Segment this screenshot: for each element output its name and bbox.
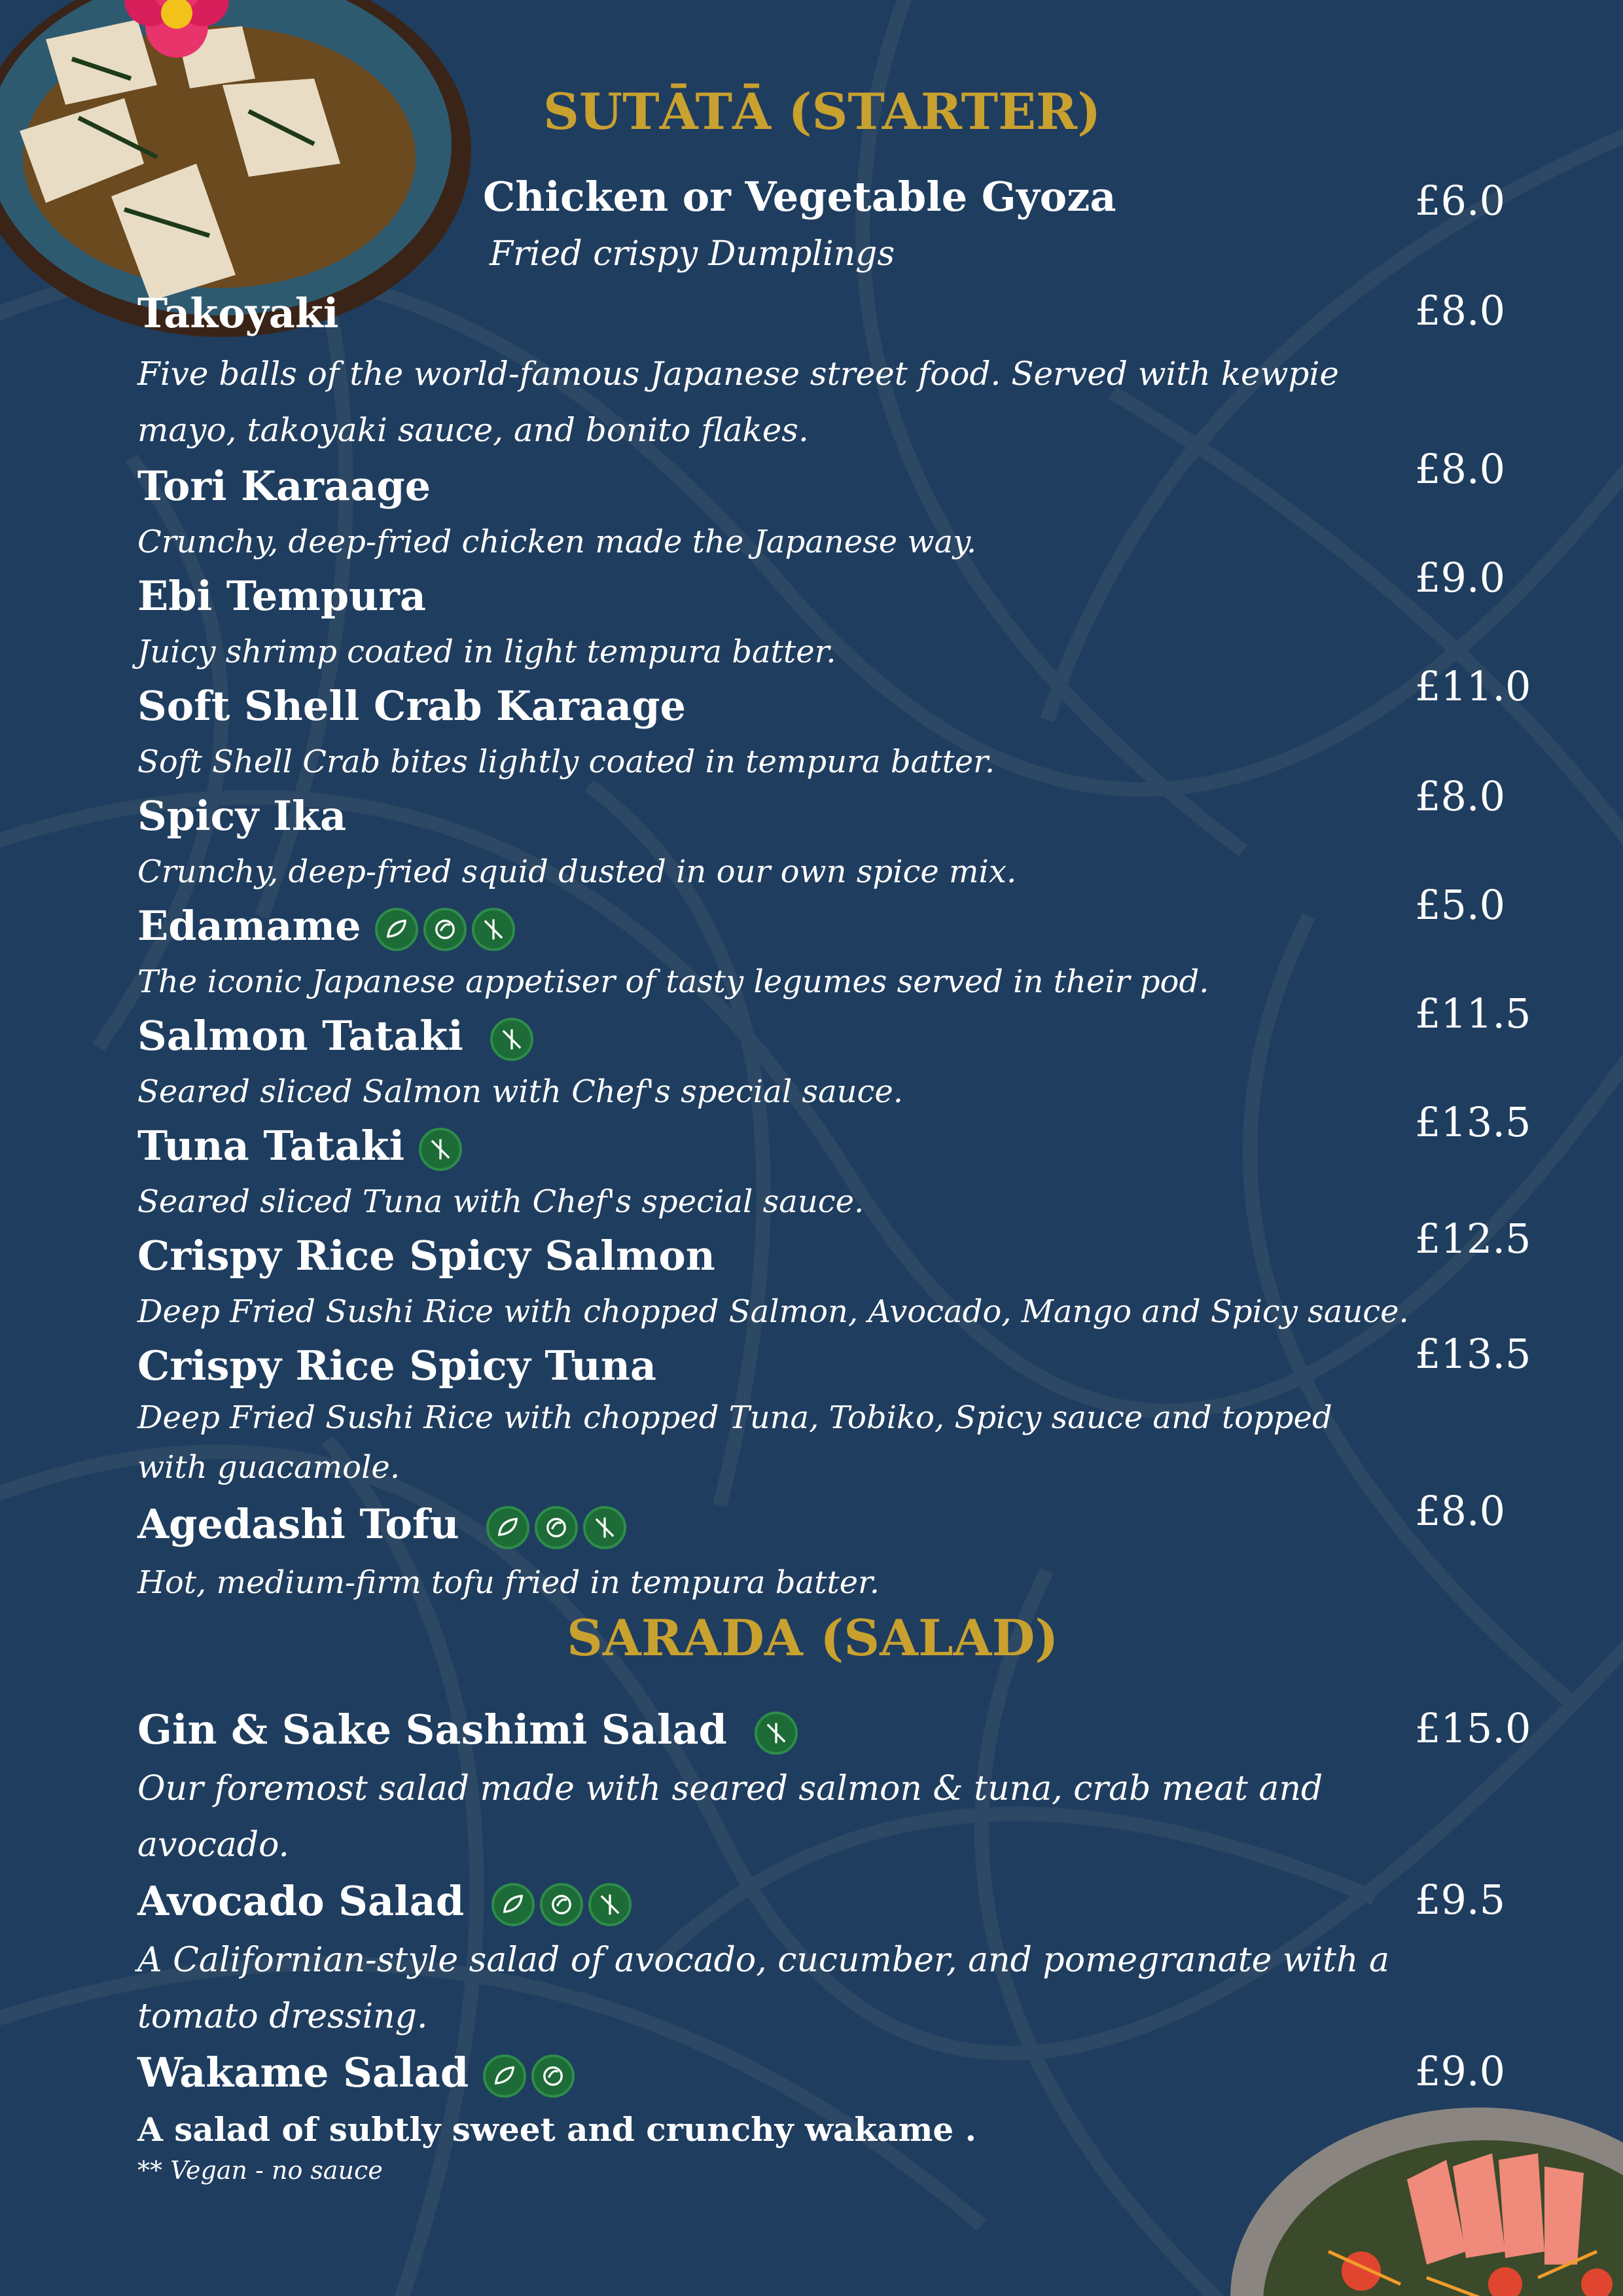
item-price-agedashi-tofu: £8.0	[1415, 1487, 1506, 1535]
gluten-free-icon	[419, 1128, 462, 1171]
item-row-salmon-tataki	[137, 1012, 533, 1061]
item-price-tori-karaage: £8.0	[1415, 445, 1506, 493]
item-price-crispy-rice-tuna: £13.5	[1415, 1330, 1531, 1378]
dietary-badges	[483, 2054, 575, 2098]
dietary-badges	[491, 1883, 632, 1926]
item-desc-salmon-tataki: Seared sliced Salmon with Chef's special sauce.	[137, 1073, 904, 1110]
gluten-free-icon	[490, 1018, 533, 1061]
item-price-gyoza: £6.0	[1415, 177, 1506, 224]
item-name-spicy-ika: Spicy Ika	[137, 792, 347, 840]
item-name-sashimi-salad: Gin & Sake Sashimi Salad	[137, 1706, 727, 1753]
item-desc-tori-karaage: Crunchy, deep-fried chicken made the Japanese way.	[137, 524, 977, 560]
item-row-sashimi-salad	[137, 1706, 798, 1755]
vegan-icon	[375, 908, 418, 951]
item-name-avocado-salad: Avocado Salad	[137, 1877, 465, 1925]
dietary-badges	[419, 1128, 462, 1171]
item-desc-spicy-ika: Crunchy, deep-fried squid dusted in our own spice mix.	[137, 853, 1017, 890]
vegetarian-icon	[535, 1506, 578, 1549]
item-row-wakame-salad	[137, 2049, 575, 2098]
item-desc-sashimi-salad: Our foremost salad made with seared salmon & tuna, crab meat and avocado.	[137, 1769, 1323, 1865]
item-name-ebi-tempura: Ebi Tempura	[137, 572, 427, 620]
item-desc-crispy-rice-salmon: Deep Fried Sushi Rice with chopped Salmon, Avocado, Mango and Spicy sauce.	[137, 1293, 1409, 1330]
salad-heading: SARADA (SALAD)	[567, 1609, 1059, 1667]
item-name-soft-shell-crab: Soft Shell Crab Karaage	[137, 682, 686, 730]
item-price-tuna-tataki: £13.5	[1415, 1098, 1531, 1146]
item-desc-wakame-salad: A salad of subtly sweet and crunchy wakame .	[137, 2110, 976, 2149]
item-name-crispy-rice-salmon: Crispy Rice Spicy Salmon	[137, 1232, 715, 1280]
item-name-wakame-salad: Wakame Salad	[137, 2049, 469, 2096]
item-price-sashimi-salad: £15.0	[1415, 1704, 1531, 1752]
item-desc-avocado-salad: A Californian-style salad of avocado, cucumber, and pomegranate with a tomato dressing.	[137, 1941, 1389, 2036]
vegan-icon	[483, 2054, 526, 2098]
gluten-free-icon	[755, 1712, 798, 1755]
item-desc-agedashi-tofu: Hot, medium-firm tofu fried in tempura batter.	[137, 1564, 880, 1601]
item-price-wakame-salad: £9.0	[1415, 2047, 1506, 2095]
gluten-free-icon	[472, 908, 515, 951]
vegan-icon	[486, 1506, 529, 1549]
vegetarian-icon	[531, 2054, 575, 2098]
item-name-tori-karaage: Tori Karaage	[137, 462, 431, 510]
item-price-edamame: £5.0	[1415, 881, 1506, 929]
gluten-free-icon	[583, 1506, 626, 1549]
dietary-badges	[755, 1712, 798, 1755]
item-name-agedashi-tofu: Agedashi Tofu	[137, 1500, 459, 1548]
item-desc-tuna-tataki: Seared sliced Tuna with Chef's special sauce.	[137, 1183, 865, 1220]
item-price-ebi-tempura: £9.0	[1415, 554, 1506, 601]
vegan-icon	[491, 1883, 535, 1926]
dietary-badges	[490, 1018, 533, 1061]
item-name-edamame: Edamame	[137, 902, 361, 950]
item-row-agedashi-tofu	[137, 1500, 626, 1549]
sashimi-salad-photo	[1230, 2101, 1623, 2296]
dietary-badges	[375, 908, 515, 951]
item-price-soft-shell-crab: £11.0	[1415, 662, 1531, 710]
item-name-takoyaki: Takoyaki	[137, 289, 339, 337]
item-row-tuna-tataki	[137, 1122, 462, 1171]
item-price-salmon-tataki: £11.5	[1415, 990, 1531, 1037]
item-price-avocado-salad: £9.5	[1415, 1876, 1506, 1924]
item-price-spicy-ika: £8.0	[1415, 772, 1506, 820]
item-desc-gyoza: Fried crispy Dumplings	[490, 234, 895, 274]
vegetarian-icon	[423, 908, 467, 951]
item-desc-edamame: The iconic Japanese appetiser of tasty legumes served in their pod.	[137, 963, 1209, 1000]
item-note-wakame-salad: ** Vegan - no sauce	[137, 2156, 383, 2185]
gluten-free-icon	[588, 1883, 632, 1926]
dietary-badges	[486, 1506, 626, 1549]
item-price-takoyaki: £8.0	[1415, 287, 1506, 334]
item-desc-ebi-tempura: Juicy shrimp coated in light tempura batter.	[137, 634, 836, 670]
starter-heading: SUTĀTĀ (STARTER)	[543, 82, 1101, 141]
item-price-crispy-rice-salmon: £12.5	[1415, 1215, 1531, 1263]
item-desc-crispy-rice-tuna: Deep Fried Sushi Rice with chopped Tuna, Tobiko, Spicy sauce and topped with guacamole.	[137, 1399, 1332, 1486]
item-row-edamame	[137, 902, 515, 951]
item-name-gyoza: Chicken or Vegetable Gyoza	[483, 173, 1116, 221]
vegetarian-icon	[540, 1883, 583, 1926]
item-row-avocado-salad	[137, 1877, 632, 1926]
item-name-salmon-tataki: Salmon Tataki	[137, 1012, 463, 1060]
item-desc-soft-shell-crab: Soft Shell Crab bites lightly coated in tempura batter.	[137, 744, 995, 780]
item-name-tuna-tataki: Tuna Tataki	[137, 1122, 405, 1170]
item-desc-takoyaki: Five balls of the world-famous Japanese street food. Served with kewpie mayo, takoyaki sauce, and bonito flakes.	[137, 355, 1339, 449]
item-name-crispy-rice-tuna: Crispy Rice Spicy Tuna	[137, 1342, 657, 1390]
